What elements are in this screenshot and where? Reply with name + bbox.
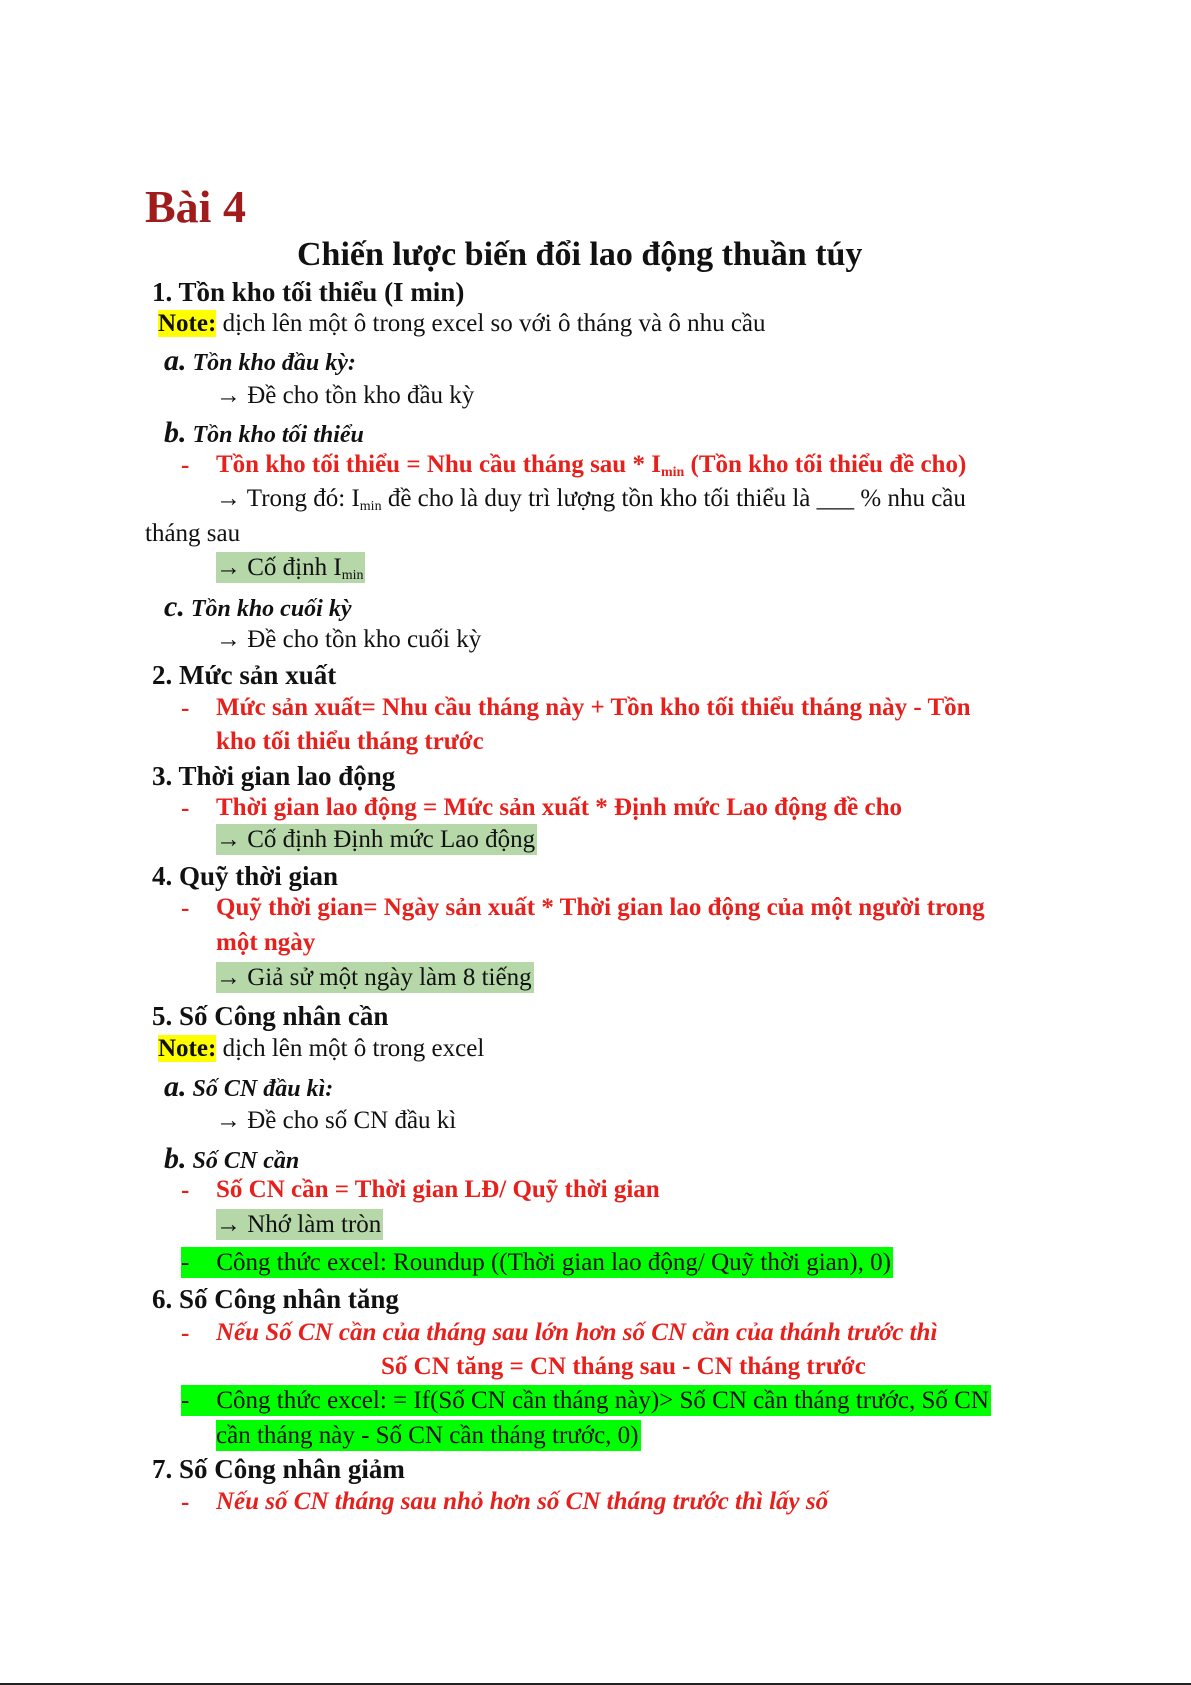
section-5-heading: 5. Số Công nhân cần [152,1001,389,1031]
subsection-5a-text: → Đề cho số CN đầu kì [216,1107,457,1134]
highlight [181,1385,991,1416]
fix-note [216,555,365,583]
explanation-text: đề cho là duy trì lượng tồn kho tối thiểu là ___ % nhu cầu [381,485,966,512]
subsection-title: Số CN đầu kì: [186,1076,334,1102]
formula-increase: Số CN tăng = CN tháng sau - CN tháng trước [381,1353,866,1380]
subsection-1c-text: → Đề cho tồn kho cuối kỳ [216,626,482,653]
bullet-dash: - [181,1387,190,1414]
bullet-dash: - [181,1489,190,1516]
formula-production-l1: Mức sản xuất= Nhu cầu tháng này + Tồn kho tối thiểu tháng này - Tồn [216,694,971,721]
document-subtitle: Chiến lược biến đổi lao động thuần túy [297,236,863,273]
highlight: → Cố định Định mức Lao động [216,826,536,853]
subsection-letter: b. [164,416,187,449]
bullet-dash: - [181,695,190,722]
bullet-dash: - [181,795,190,822]
rounding-note [216,1212,383,1237]
subsection-letter: a. [164,344,187,377]
section-1-heading: 1. Tồn kho tối thiểu (I min) [152,277,465,307]
excel-if-line-2 [216,1423,641,1448]
excel-if-line-1 [181,1388,991,1413]
excel-formula: Công thức excel: Roundup ((Thời gian lao động/ Quỹ thời gian), 0) [216,1249,891,1276]
section-6-heading: 6. Số Công nhân tăng [152,1284,399,1314]
bullet-dash: - [181,1177,190,1204]
note-text: dịch lên một ô trong excel [216,1035,485,1062]
formula-text: Tồn kho tối thiểu = Nhu cầu tháng sau * I [216,451,661,478]
bullet-dash: - [181,1320,190,1347]
excel-roundup-line [181,1250,893,1275]
subsection-letter: c. [164,590,185,623]
explanation-line [216,486,966,514]
bullet-dash: - [181,1249,190,1276]
hours-assumption-note [216,965,534,990]
subsection-5b-heading [164,1144,299,1174]
section-5-note [158,1036,484,1061]
note-label: Note: [158,310,217,337]
explanation-continuation: tháng sau [145,520,241,547]
subsection-1b-heading [164,418,364,448]
note-label: Note: [158,1035,217,1062]
bullet-dash: - [181,895,190,922]
section-4-heading: 4. Quỹ thời gian [152,861,338,891]
subsection-title: Tồn kho cuối kỳ [184,596,352,622]
subsection-title: Tồn kho tối thiểu [186,422,364,448]
formula-labor-time: Thời gian lao động = Mức sản xuất * Định mức Lao động đề cho [216,794,902,821]
increase-condition: Nếu Số CN cần của tháng sau lớn hơn số CN cần của thánh trước thì [216,1319,938,1346]
highlight: cần tháng này - Số CN cần tháng trước, 0) [216,1422,639,1449]
highlight [216,552,365,583]
formula-workers-needed: Số CN cần = Thời gian LĐ/ Quỹ thời gian [216,1176,660,1203]
formula-text: (Tồn kho tối thiểu đề cho) [684,451,967,478]
page-title: Bài 4 [145,181,246,232]
subscript: min [660,465,685,480]
subsection-title: Số CN cần [186,1148,300,1174]
subsection-5a-heading [164,1072,333,1102]
labor-norm-note [216,827,537,852]
formula-production-l2: kho tối thiểu tháng trước [216,728,484,755]
subsection-title: Tồn kho đầu kỳ: [186,350,356,376]
bullet-dash: - [181,452,190,479]
section-2-heading: 2. Mức sản xuất [152,660,337,690]
section-7-heading: 7. Số Công nhân giảm [152,1454,405,1484]
subscript: min [341,568,364,583]
subscript: min [359,499,382,514]
section-3-heading: 3. Thời gian lao động [152,761,396,791]
formula-time-fund-l2: một ngày [216,929,316,956]
subsection-letter: b. [164,1142,187,1175]
subsection-1a-heading [164,346,356,376]
explanation-text: → Trong đó: I [216,485,360,512]
note-text: dịch lên một ô trong excel so với ô tháng và ô nhu cầu [216,310,766,337]
formula-min-inventory [216,452,966,480]
subsection-1c-heading [164,592,352,622]
decrease-condition: Nếu số CN tháng sau nhỏ hơn số CN tháng trước thì lấy số [216,1488,829,1515]
formula-time-fund-l1: Quỹ thời gian= Ngày sản xuất * Thời gian lao động của một người trong [216,894,985,921]
highlight: → Nhớ làm tròn [216,1211,382,1238]
fix-text: → Cố định I [216,554,342,581]
highlight [181,1247,893,1278]
subsection-1a-text: → Đề cho tồn kho đầu kỳ [216,382,475,409]
section-1-note [158,311,766,336]
excel-formula: Công thức excel: = If(Số CN cần tháng này)> Số CN cần tháng trước, Số CN [216,1387,989,1414]
highlight: → Giả sử một ngày làm 8 tiếng [216,964,532,991]
subsection-letter: a. [164,1070,187,1103]
